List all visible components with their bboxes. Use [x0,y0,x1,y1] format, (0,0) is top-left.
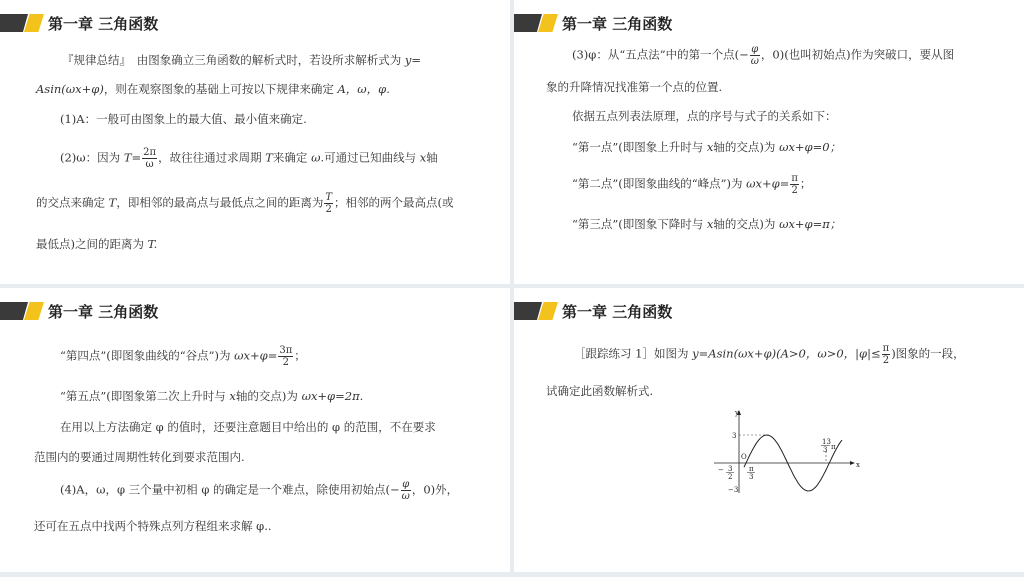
chapter-title: 第一章 三角函数 [48,15,159,33]
text-segment: 的交点来确定 [36,195,105,210]
numerator: 2π [143,147,157,158]
text-segment: (3)φ：从“五点法”中的第一个点(− [572,47,749,62]
text-segment: 轴的交点)为 [713,140,776,154]
math-segment: x [229,389,236,403]
fraction [324,192,333,215]
math-segment: A，ω，φ. [337,82,390,96]
math-segment: x [706,217,714,231]
y-min-label: −3 [728,486,739,494]
text-line [36,81,390,97]
x-right-numerator: 13 [822,438,831,446]
text-segment: “第四点”(即图象曲线的“谷点”)为 [60,348,231,363]
math-segment: y=Asin(ωx+φ)(A>0，ω>0，|φ|≤ [692,346,881,361]
text-segment: (2)ω：因为 [60,150,121,165]
x-left-numerator: 3 [728,465,733,473]
numerator: φ [751,44,759,55]
text-segment: ；相邻的两个最高点(或 [334,195,454,210]
numerator: 3π [279,345,293,356]
text-segment: )图象的一段， [891,346,965,361]
math-segment: T= [123,150,142,165]
chapter-header [0,300,510,322]
denominator: ω [750,56,759,67]
x-third-denominator: 3 [749,473,754,481]
y-max-label: 3 [732,432,737,440]
text-line: 在用以上方法确定 φ 的值时，还要注意题目中给出的 φ 的范围，不在要求 [60,420,436,434]
slide-panel-3 [0,288,510,572]
fraction [882,343,891,366]
text-line [60,345,306,368]
x-axis-label: x [856,461,860,469]
math-segment: ωx+φ=2π. [301,389,364,403]
text-line [60,388,363,404]
slide-panel-2 [514,0,1024,284]
denominator: ω [401,491,410,502]
math-segment: T [265,150,273,165]
x-third-numerator: π [749,465,754,473]
text-segment: ，0)外， [411,482,459,497]
denominator: 2 [791,185,798,196]
text-line: 还可在五点中找两个特殊点列方程组来求解 φ.. [34,519,272,533]
numerator: π [791,173,798,184]
math-segment: y= [404,53,422,67]
text-line [572,216,841,232]
fraction [790,173,799,196]
fraction [142,147,157,170]
header-dark-bar [514,14,542,32]
text-segment: “第五点”(即图象第二次上升时与 [60,389,226,403]
text-line [36,236,157,252]
fraction [278,345,293,368]
header-dark-bar [0,302,28,320]
math-segment: T [108,195,117,210]
text-line: 试确定此函数解析式. [546,384,654,398]
sine-graph [714,408,864,498]
chapter-title: 第一章 三角函数 [562,303,673,321]
math-segment: ωx+φ= [234,348,278,363]
denominator: ω [145,159,154,170]
numerator: π [882,343,890,354]
text-segment: “第二点”(即图象曲线的“峰点”)为 [572,176,743,191]
chapter-header [0,12,510,34]
text-segment: 轴的交点)为 [713,217,776,231]
math-segment: x [706,140,714,154]
math-segment: T. [147,237,158,251]
denominator: 2 [882,355,890,366]
text-segment: ［跟踪练习 1］如图为 [574,346,689,361]
text-segment: 轴的交点)为 [235,389,298,403]
text-line [574,343,965,366]
math-segment: x [419,150,427,165]
math-segment: ω. [311,150,325,165]
text-line: 范围内的要通过周期性转化到要求范围内. [34,450,245,464]
chapter-header [514,12,1024,34]
text-segment: “第三点”(即图象下降时与 [572,217,704,231]
chapter-title: 第一章 三角函数 [562,15,673,33]
x-axis-arrow-icon [850,461,855,465]
math-segment: ωx+φ=π； [779,217,842,231]
math-segment: ωx+φ= [746,176,790,191]
text-segment: ； [799,176,812,191]
x-right-denominator: 3 [823,446,828,454]
text-line: 依据五点列表法原理，点的序号与式子的关系如下： [572,109,837,123]
numerator: T [325,192,332,203]
text-line [572,173,811,196]
math-segment: Asin(ωx+φ) [36,82,104,96]
text-line: 象的升降情况找准第一个点的位置. [546,80,723,94]
x-left-denominator: 2 [728,473,733,481]
text-line [36,192,454,215]
text-segment: 轴 [426,150,438,165]
denominator: 2 [282,357,289,368]
denominator: 2 [325,204,332,215]
text-line [572,139,841,155]
text-segment: ； [294,348,306,363]
text-segment: (4)A，ω，φ 三个量中初相 φ 的确定是一个难点，除使用初始点(− [60,482,400,497]
origin-label: O [741,453,747,461]
text-segment: “第一点”(即图象上升时与 [572,140,704,154]
text-segment: ，即相邻的最高点与最低点之间的距离为 [116,195,324,210]
text-line [60,479,458,502]
text-line: (1)A：一般可由图象上的最大值、最小值来确定. [60,112,307,126]
text-segment: 来确定 [272,150,308,165]
slide-panel-1 [0,0,510,284]
y-axis-label: y [735,409,739,417]
text-segment: ，则在观察图象的基础上可按以下规律来确定 [103,82,334,96]
text-line [60,147,438,170]
slide-panel-4 [514,288,1024,572]
numerator: φ [402,479,410,490]
text-segment: 最低点)之间的距离为 [36,237,144,251]
chapter-header [514,300,1024,322]
fraction [750,44,760,67]
text-segment: 『规律总结』 由图象确立三角函数的解析式时，若设所求解析式为 [62,53,402,67]
text-segment: ，故往往通过求周期 [158,150,262,165]
text-line [572,44,954,67]
text-segment: ，0)(也叫初始点)作为突破口，要从图 [760,47,955,62]
header-dark-bar [514,302,542,320]
x-left-prefix: − [718,466,724,474]
text-segment: 可通过已知曲线与 [324,150,417,165]
chapter-title: 第一章 三角函数 [48,303,159,321]
fraction [401,479,411,502]
math-segment: ωx+φ=0； [779,140,842,154]
x-right-suffix: π [831,443,836,451]
text-line [62,52,421,68]
header-dark-bar [0,14,28,32]
